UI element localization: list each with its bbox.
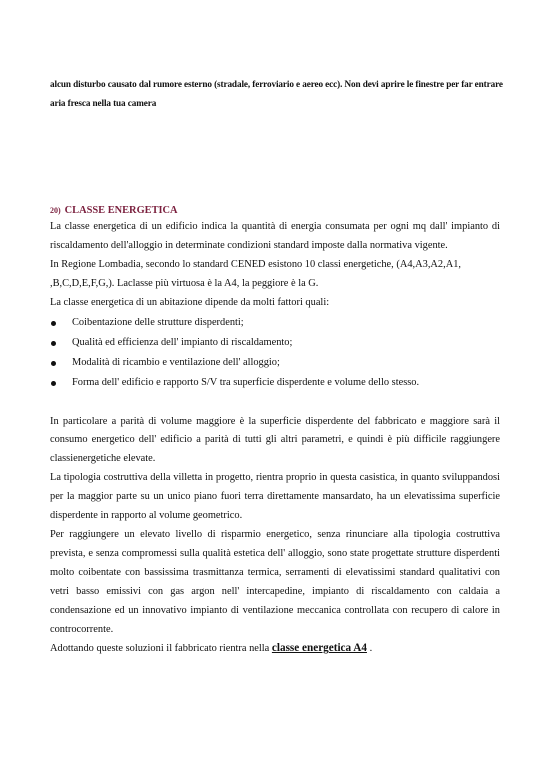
- bullet-icon: [51, 381, 56, 386]
- list-item: [50, 353, 500, 373]
- list-item: [50, 313, 500, 333]
- bullet-icon: [51, 321, 56, 326]
- top-paragraph-line-1: alcun disturbo causato dal rumore esterno (stradale, ferroviario e aereo ecc). Non devi aprire le finestre per far entrare: [50, 79, 503, 89]
- list-item: [50, 333, 500, 353]
- body-paragraph-2: La tipologia costruttiva della villetta in progetto, rientra proprio in questa casistica, in quanto sviluppandosi per la maggior parte su un unico piano fuori terra direttamente mansardato, ha un elevatissima superficie disperdente in rapporto al volume geometrico.: [50, 472, 500, 522]
- intro-paragraph-1: La classe energetica di un edificio indica la quantità di energia consumata per ogni mq dall' impianto di riscaldamento dell'alloggio in determinate condizioni standard imposte dalla normativa vigente.: [50, 221, 500, 251]
- closing-prefix: Adottando queste soluzioni il fabbricato rientra nella: [50, 643, 270, 655]
- factors-list: [50, 313, 500, 393]
- list-item-text: Qualità ed efficienza dell' impianto di riscaldamento;: [72, 336, 293, 348]
- section-title: CLASSE ENERGETICA: [64, 205, 178, 216]
- paragraph-spacer: [50, 393, 500, 413]
- list-item-text: Modalità di ricambio e ventilazione dell' alloggio;: [72, 356, 280, 368]
- section-number: 20): [50, 206, 61, 215]
- bullet-icon: [51, 341, 56, 346]
- list-item-text: Forma dell' edificio e rapporto S/V tra superficie disperdente e volume dello stesso.: [72, 376, 420, 388]
- closing-paragraph: [50, 639, 500, 659]
- list-item: [50, 373, 500, 393]
- classe-energetica-a4-label: classe energetica A4: [271, 642, 367, 655]
- top-paragraph-line-2: aria fresca nella tua camera: [50, 98, 157, 108]
- body-paragraph-3: Per raggiungere un elevato livello di risparmio energetico, senza rinunciare alla tipologia costruttiva prevista, e senza compromessi sulla qualità estetica dell' alloggio, sono state progettate strutture disperdenti molto coibentate con bassissima trasmittanza termica, serramenti di elevatissimi standard qualitativi con vetri basso emissivi con gas argon nell' intercapedine, impianto di riscaldamento con caldaia a condensazione ed un innovativo impianto di ventilazione meccanica controllata con recupero di calore in controcorrente.: [50, 528, 500, 635]
- list-item-text: Coibentazione delle strutture disperdenti;: [72, 316, 244, 328]
- intro-paragraph-2b: ,B,C,D,E,F,G,). Laclasse più virtuosa è la A4, la peggiore è la G.: [50, 277, 319, 289]
- section-heading: [50, 204, 500, 218]
- bullet-icon: [51, 361, 56, 366]
- closing-suffix: .: [369, 643, 373, 655]
- top-paragraph: [50, 75, 505, 113]
- body-paragraph-1: In particolare a parità di volume maggiore è la superficie disperdente del fabbricato e maggiore sarà il consumo energetico dell' edificio a parità di tutti gli altri parametri, e quindi è più difficile raggiungere classienergetiche elevate.: [50, 415, 500, 465]
- intro-paragraph-2a: In Regione Lombadia, secondo lo standard CENED esistono 10 classi energetiche, (A4,A3,A2,A1,: [50, 258, 462, 270]
- section-classe-energetica: [50, 204, 500, 659]
- intro-paragraph-3: La classe energetica di un abitazione dipende da molti fattori quali:: [50, 296, 330, 308]
